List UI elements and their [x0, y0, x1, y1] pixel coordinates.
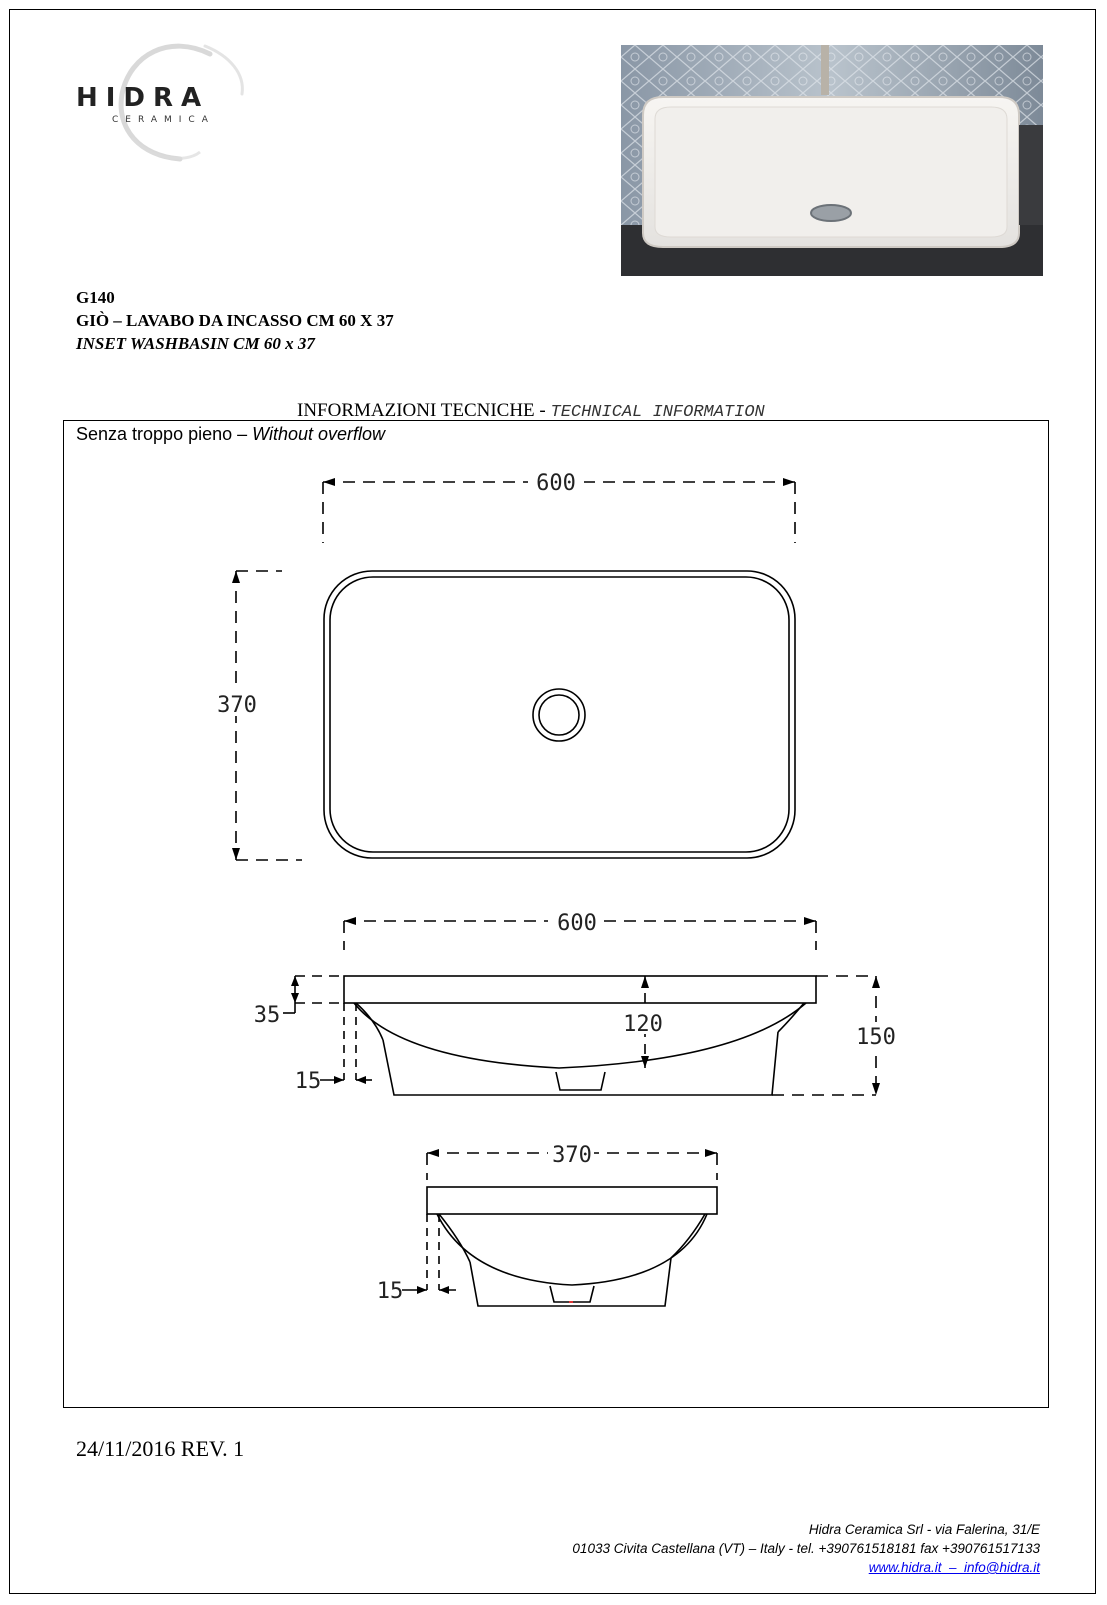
tech-heading-it: INFORMAZIONI TECNICHE -	[297, 400, 551, 421]
dim-top-depth: 370	[217, 693, 257, 718]
drain-inner	[539, 695, 579, 735]
side-view	[402, 1149, 717, 1306]
footer	[572, 1520, 1040, 1577]
drain-outer	[533, 689, 585, 741]
dim-total-height: 150	[856, 1025, 896, 1050]
brand-name: HIDRA	[76, 83, 210, 113]
overflow-note-en: Without overflow	[252, 424, 386, 444]
front-view	[283, 917, 880, 1095]
dim-rim: 35	[253, 1003, 281, 1028]
dim-side-wall: 15	[376, 1279, 404, 1304]
top-view	[232, 478, 795, 860]
tech-heading-en: TECHNICAL INFORMATION	[550, 403, 765, 422]
footer-links	[572, 1558, 1040, 1577]
footer-link-separator: –	[941, 1560, 964, 1575]
website-link[interactable]: www.hidra.it	[868, 1560, 942, 1575]
dim-top-width: 600	[536, 471, 576, 496]
email-link[interactable]: info@hidra.it	[964, 1560, 1040, 1575]
footer-address-line2: 01033 Civita Castellana (VT) – Italy - tel. +390761518181 fax +390761517133	[572, 1541, 1040, 1556]
dim-front-width: 600	[557, 911, 597, 936]
dim-inner-depth: 120	[623, 1012, 663, 1037]
product-title-it: GIÒ – LAVABO DA INCASSO CM 60 X 37	[76, 311, 394, 330]
product-code: G140	[76, 288, 115, 307]
dim-side-width: 370	[552, 1143, 592, 1168]
footer-address-line1: Hidra Ceramica Srl - via Falerina, 31/E	[808, 1522, 1040, 1537]
product-title-en: INSET WASHBASIN CM 60 x 37	[76, 334, 315, 353]
brand-tagline: CERAMICA	[112, 115, 215, 125]
overflow-note-it: Senza troppo pieno –	[76, 424, 253, 444]
revision-date: 24/11/2016 REV. 1	[76, 1436, 245, 1461]
dim-front-wall: 15	[294, 1069, 322, 1094]
